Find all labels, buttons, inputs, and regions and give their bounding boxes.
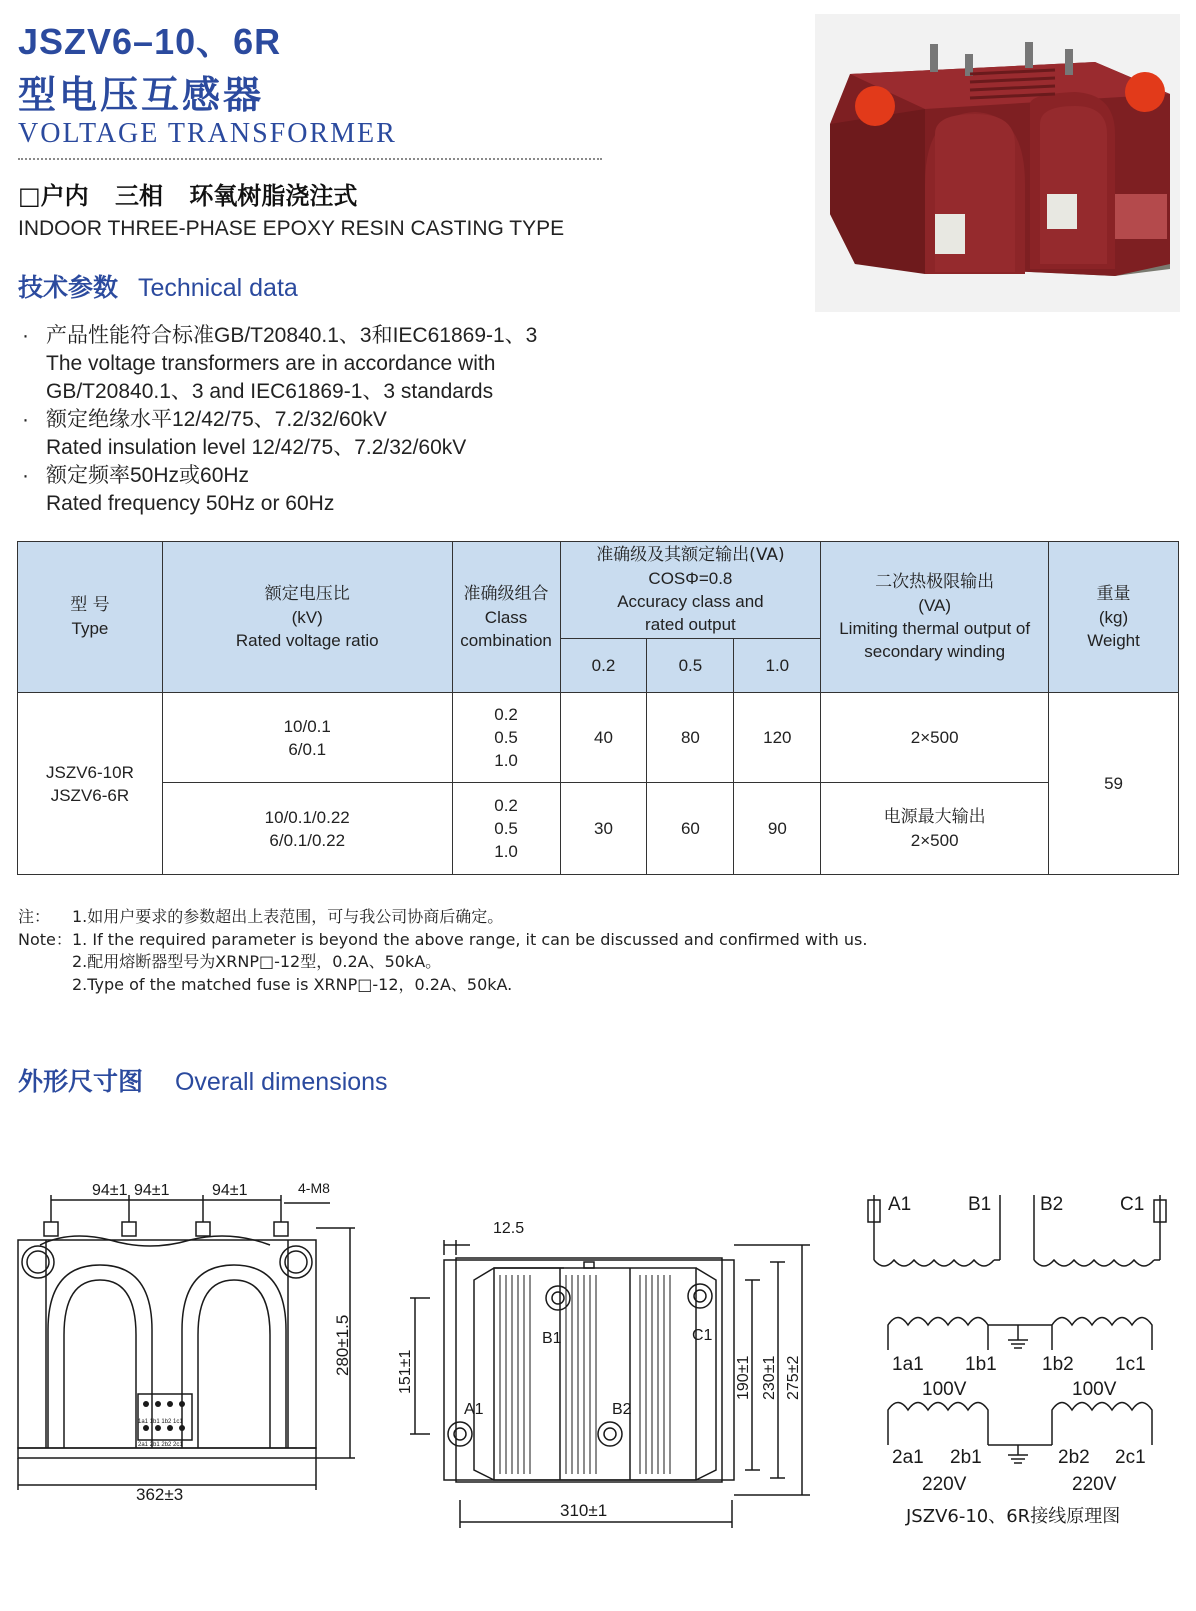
wiring-diagram — [868, 1195, 1166, 1463]
note-text: 1. If the required parameter is beyond the above range, it can be discussed and confirmed with us. — [72, 929, 868, 949]
note-text: 2.Type of the matched fuse is XRNP□-12，0.2A、50kA. — [72, 974, 513, 994]
cell-output: 90 — [734, 783, 821, 875]
header-ratio — [162, 542, 452, 693]
header-text: combination — [460, 630, 552, 650]
note-label-cn: 注： — [18, 907, 51, 926]
terminal-b2: B2 — [612, 1401, 632, 1418]
header-text: rated output — [645, 615, 736, 634]
cell-class — [452, 693, 560, 783]
cell-text: 10/0.1 — [283, 716, 331, 736]
cell-ratio — [162, 693, 452, 783]
dotted-divider — [18, 158, 602, 160]
cell-thermal — [821, 783, 1049, 875]
header-text: Accuracy class and — [617, 592, 764, 611]
cell-text: 0.5 — [494, 819, 518, 838]
list-item — [22, 322, 537, 406]
wiring-voltage-220v-right: 220V — [1072, 1474, 1117, 1495]
wiring-1a1: 1a1 — [892, 1354, 924, 1375]
dim-spacing-1: 94±1 — [92, 1182, 128, 1199]
spec-table — [17, 541, 1179, 875]
cell-text: 0.5 — [494, 728, 518, 747]
cell-output: 30 — [560, 783, 647, 875]
header-text: Limiting thermal output of — [839, 619, 1031, 638]
list-item — [22, 462, 537, 518]
cell-text: 电源最大输出 — [883, 806, 986, 827]
wiring-voltage-220v-left: 220V — [922, 1474, 967, 1495]
cell-output: 120 — [734, 693, 821, 783]
subtitle-cn: □户内 三相 环氧树脂浇注式 — [18, 182, 358, 210]
wiring-2b2: 2b2 — [1058, 1447, 1090, 1468]
wiring-2b1: 2b1 — [950, 1447, 982, 1468]
list-item-cn: 产品性能符合标准GB/T20840.1、3和IEC61869-1、3 — [46, 324, 538, 347]
dim-spacing-3: 94±1 — [212, 1182, 248, 1199]
wiring-1c1: 1c1 — [1115, 1354, 1146, 1375]
header-text: 额定电压比 — [264, 583, 350, 604]
cell-output: 60 — [647, 783, 734, 875]
subtitle-en: INDOOR THREE-PHASE EPOXY RESIN CASTING TYPE — [18, 217, 565, 240]
notes — [18, 906, 867, 996]
dimensions-heading-cn: 外形尺寸图 — [18, 1067, 144, 1096]
dim-top-left: 151±1 — [397, 1349, 414, 1394]
header-text: 准确级及其额定输出(VA) — [596, 545, 785, 565]
dim-top-230: 230±1 — [761, 1355, 778, 1400]
product-name-en: VOLTAGE TRANSFORMER — [18, 118, 397, 149]
header-type — [18, 542, 163, 693]
cell-ratio — [162, 783, 452, 875]
product-photo — [815, 14, 1180, 312]
list-item — [22, 406, 537, 462]
wiring-primary-c1: C1 — [1120, 1194, 1145, 1215]
header-text: (VA) — [918, 596, 952, 615]
cell-thermal: 2×500 — [821, 693, 1049, 783]
header-text: Weight — [1087, 630, 1140, 650]
wiring-primary-a1: A1 — [888, 1194, 912, 1215]
list-item-en: Rated frequency 50Hz or 60Hz — [46, 492, 335, 515]
wiring-voltage-100v-right: 100V — [1072, 1379, 1117, 1400]
cell-text: 1.0 — [494, 842, 518, 861]
terminal-label-top: 1a1 1b1 1b2 1c1 — [138, 1419, 183, 1425]
wiring-voltage-100v-left: 100V — [922, 1379, 967, 1400]
cell-type — [18, 693, 163, 875]
table-row — [18, 783, 1179, 875]
header-text: Class — [484, 607, 528, 627]
terminal-a1: A1 — [464, 1401, 484, 1418]
wiring-primary-b2: B2 — [1040, 1194, 1064, 1215]
wiring-caption: JSZV6-10、6R接线原理图 — [906, 1506, 1121, 1527]
bullet-dot: · — [22, 324, 29, 347]
dim-offset: 12.5 — [493, 1220, 525, 1237]
dimensions-heading — [18, 1062, 388, 1098]
wiring-primary-b1: B1 — [968, 1194, 992, 1215]
table-row — [18, 693, 1179, 783]
cell-text: 2×500 — [910, 830, 959, 850]
technical-heading-en: Technical data — [137, 274, 298, 302]
cell-class — [452, 783, 560, 875]
header-weight — [1049, 542, 1179, 693]
bullet-dot: · — [22, 464, 29, 487]
model-title: JSZV6–10、6R — [18, 21, 282, 62]
product-name-cn: 型电压互感器 — [18, 73, 265, 117]
bullet-dot: · — [22, 408, 29, 431]
header-text: 二次热极限输出 — [875, 572, 995, 592]
dimension-drawings — [0, 1150, 1196, 1540]
note-label-en: Note： — [18, 929, 72, 949]
list-item-cn: 额定绝缘水平12/42/75、7.2/32/60kV — [46, 408, 387, 431]
wiring-2a1: 2a1 — [892, 1447, 924, 1468]
cell-text: 10/0.1/0.22 — [264, 807, 350, 827]
list-item-en: The voltage transformers are in accordance with — [46, 352, 496, 375]
header-acc-05: 0.5 — [647, 639, 734, 693]
cell-text: 0.2 — [494, 705, 518, 724]
technical-heading-cn: 技术参数 — [18, 273, 119, 302]
cell-output: 40 — [560, 693, 647, 783]
cell-output: 80 — [647, 693, 734, 783]
dim-spacing-2: 94±1 — [134, 1182, 170, 1199]
dimensions-heading-en: Overall dimensions — [174, 1068, 388, 1096]
fin-lines — [500, 1275, 670, 1474]
list-item-en: Rated insulation level 12/42/75、7.2/32/60kV — [46, 436, 467, 459]
dim-top-190: 190±1 — [735, 1355, 752, 1400]
cell-text: JSZV6-10R — [46, 762, 134, 782]
cell-text: 6/0.1/0.22 — [269, 830, 346, 850]
header-acc-10: 1.0 — [734, 639, 821, 693]
terminal-dots — [143, 1401, 185, 1431]
header-text: secondary winding — [864, 642, 1006, 661]
header-text: COSΦ=0.8 — [648, 569, 733, 588]
header-text: Type — [71, 619, 109, 638]
cell-text: 6/0.1 — [288, 739, 327, 759]
front-view-drawing — [18, 1195, 355, 1490]
wiring-1b2: 1b2 — [1042, 1354, 1074, 1375]
header-text: 重量 — [1096, 583, 1131, 604]
cell-text: 0.2 — [494, 796, 518, 815]
cell-weight: 59 — [1049, 693, 1179, 875]
terminal-c1: C1 — [692, 1327, 713, 1344]
header-class — [452, 542, 560, 693]
dim-bolt: 4-M8 — [298, 1180, 330, 1196]
header-text: Rated voltage ratio — [235, 630, 379, 650]
terminal-label-bottom: 2a1 2b1 2b2 2c1 — [138, 1442, 183, 1448]
wiring-1b1: 1b1 — [965, 1354, 997, 1375]
header-acc-02: 0.2 — [560, 639, 647, 693]
header-text: 准确级组合 — [463, 583, 549, 604]
technical-data-heading — [18, 268, 298, 304]
list-item-en: GB/T20840.1、3 and IEC61869-1、3 standards — [46, 380, 494, 403]
wiring-2c1: 2c1 — [1115, 1447, 1146, 1468]
dim-top-width: 310±1 — [560, 1501, 608, 1520]
header-text: 型 号 — [70, 595, 110, 615]
list-item-cn: 额定频率50Hz或60Hz — [46, 464, 250, 487]
note-text: 1.如用户要求的参数超出上表范围，可与我公司协商后确定。 — [72, 907, 504, 926]
technical-list — [22, 322, 537, 518]
cell-text: JSZV6-6R — [50, 785, 130, 805]
note-text: 2.配用熔断器型号为XRNP□-12型，0.2A、50kA。 — [72, 952, 442, 971]
header-thermal — [821, 542, 1049, 693]
dim-front-width: 362±3 — [136, 1485, 184, 1504]
dim-top-275: 275±2 — [785, 1355, 802, 1400]
header-accuracy — [560, 542, 821, 639]
dim-front-height: 280±1.5 — [333, 1314, 352, 1376]
cell-text: 1.0 — [494, 751, 518, 770]
header-text: (kg) — [1098, 607, 1129, 627]
terminal-b1: B1 — [542, 1330, 562, 1347]
header-text: (kV) — [291, 607, 323, 627]
